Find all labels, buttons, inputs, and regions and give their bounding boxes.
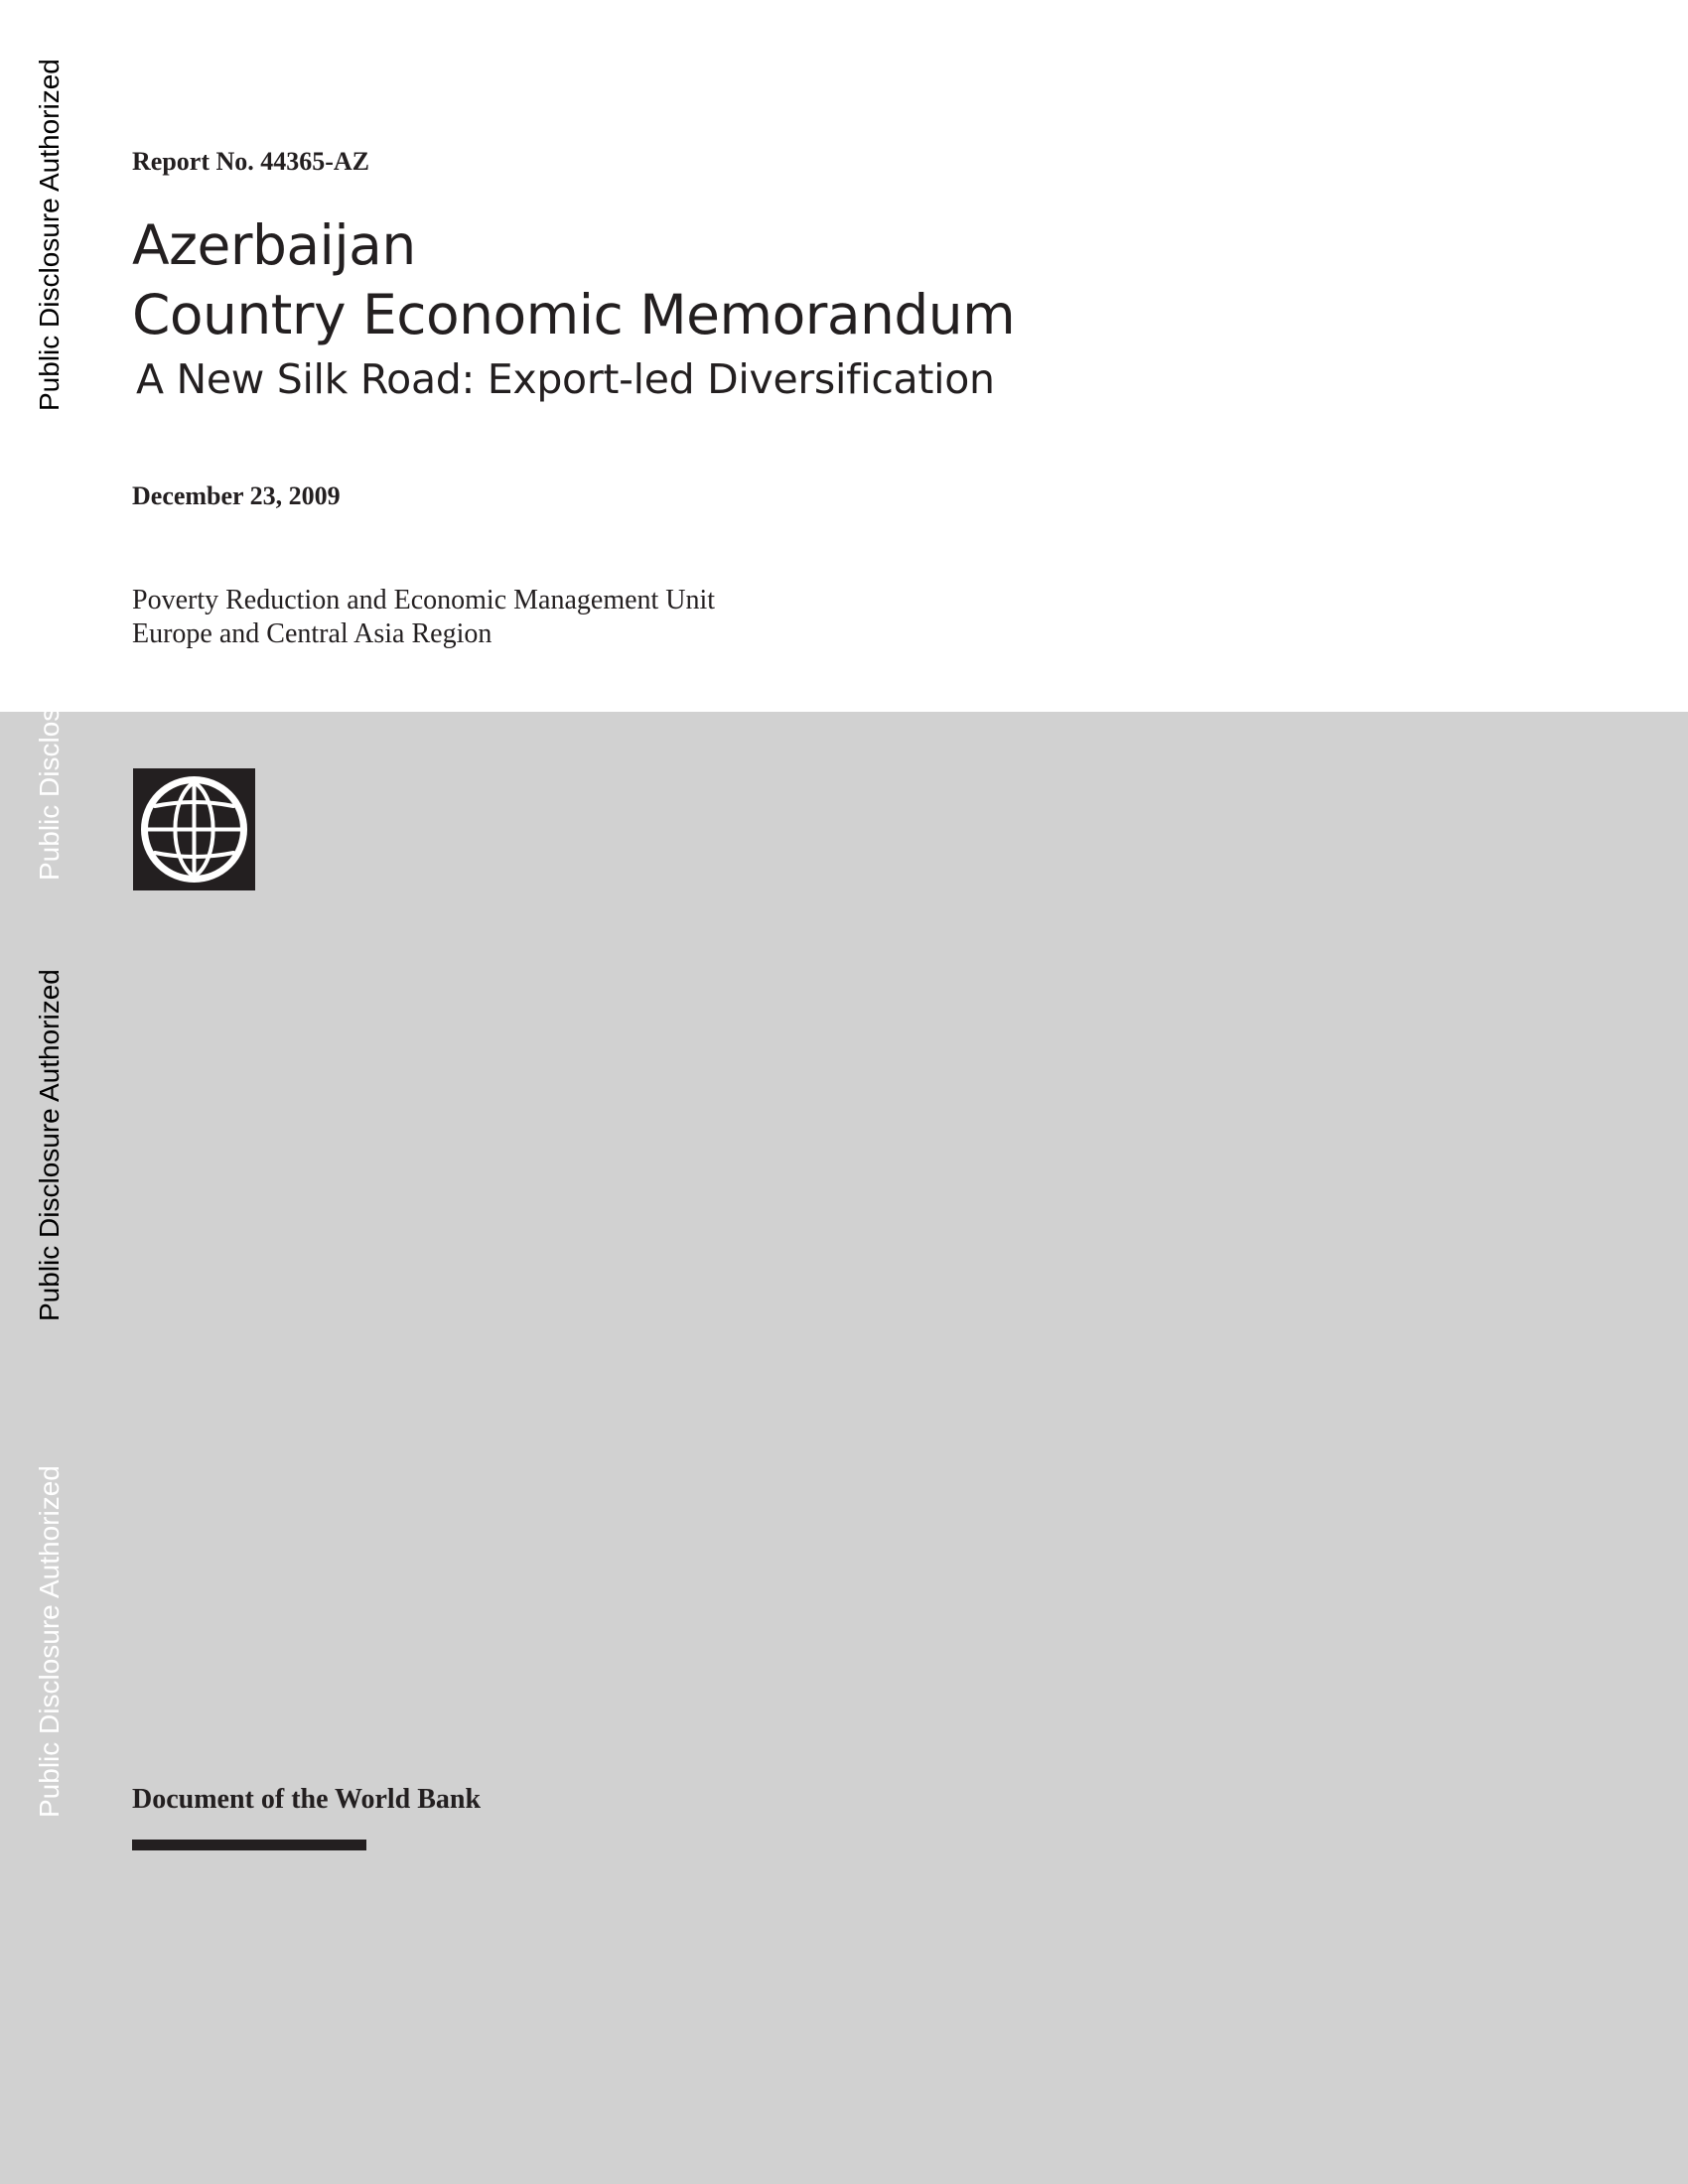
document-title: [132, 210, 1015, 349]
disclosure-stamp: Public Disclosure Authorized: [34, 59, 65, 411]
title-line: Country Economic Memorandum: [132, 283, 1016, 346]
world-bank-globe-icon: [133, 768, 255, 890]
document-subtitle: A New Silk Road: Export-led Diversification: [136, 355, 995, 403]
unit-line: Poverty Reduction and Economic Management Unit: [132, 585, 716, 615]
footer-rule: [132, 1840, 366, 1850]
disclosure-stamp: Public Disclosure Authorized: [34, 969, 65, 1321]
disclosure-stamp: Public Disclosure Authorized: [34, 1465, 65, 1818]
document-date: December 23, 2009: [132, 481, 341, 510]
world-bank-logo: [133, 768, 255, 890]
report-number: Report No. 44365-AZ: [132, 147, 370, 176]
unit-line: Europe and Central Asia Region: [132, 618, 492, 649]
issuing-unit: [132, 584, 715, 651]
title-line: Azerbaijan: [132, 213, 416, 277]
gray-cover-panel: [0, 712, 1688, 2184]
disclosure-stamp: Public Disclosure Authorized: [34, 528, 65, 881]
footer-document-of: Document of the World Bank: [132, 1784, 482, 1815]
